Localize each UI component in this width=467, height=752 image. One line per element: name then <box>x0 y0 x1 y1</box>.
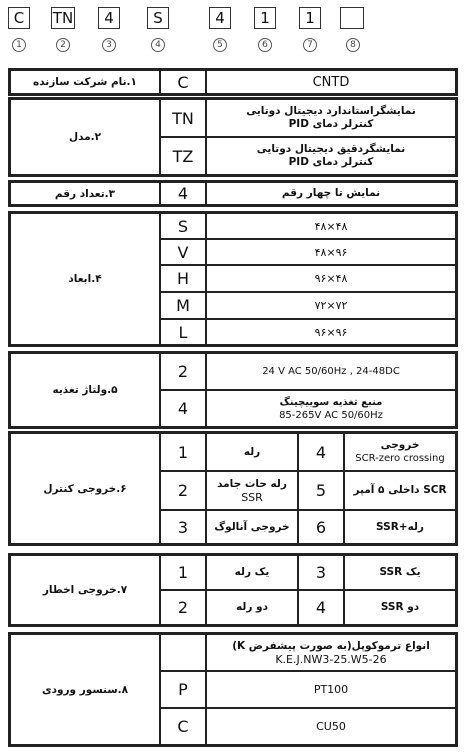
alarm-code-2: 2 <box>160 590 206 625</box>
position-number-3: 3 <box>102 38 116 52</box>
section-digits <box>8 180 458 207</box>
control-code-4: 4 <box>298 433 344 471</box>
dimension-code-v: V <box>160 239 206 265</box>
alarm-code-1: 1 <box>160 555 206 590</box>
voltage-label: ۵.ولتاژ تغذیه <box>10 353 160 427</box>
alarm-name-1: یک رله <box>206 555 298 590</box>
alarm-name-4: دو SSR <box>344 590 456 625</box>
code-box-6: 1 <box>254 7 276 29</box>
control-name-5: SCR داخلی ۵ آمپر <box>344 471 456 510</box>
position-number-5: 5 <box>213 38 227 52</box>
sensor-value-thermocouple-line1: انواع ترموکوپل(به صورت پیشفرض K) <box>232 639 430 652</box>
control-output-label: ۶.خروجی کنترل <box>10 433 160 544</box>
section-model <box>8 97 458 177</box>
control-code-3: 3 <box>160 510 206 544</box>
control-code-5: 5 <box>298 471 344 510</box>
sensor-value-thermocouple-line2: K.E.J.NW3-25.W5-26 <box>275 652 387 666</box>
manufacturer-label: ۱.نام شرکت سازنده <box>10 70 160 94</box>
sensor-code-c: C <box>160 708 206 745</box>
alarm-output-label: ۷.خروجی اخطار <box>10 555 160 625</box>
sensor-code-p: P <box>160 671 206 708</box>
model-desc-tz-line1: نمایشگردقیق دیجیتال دوتایی <box>256 143 406 155</box>
code-box-7: 1 <box>299 7 321 29</box>
position-number-2: 2 <box>56 38 70 52</box>
control-code-6: 6 <box>298 510 344 544</box>
control-name-4-line2: SCR-zero crossing <box>355 453 445 464</box>
section-alarm-output <box>8 553 458 627</box>
position-number-4: 4 <box>151 38 165 52</box>
control-code-2: 2 <box>160 471 206 510</box>
sensor-value-c: CU50 <box>206 708 456 745</box>
model-desc-tz <box>206 137 456 175</box>
control-name-4 <box>344 433 456 471</box>
model-label: ۲.مدل <box>10 99 160 175</box>
control-name-2-line2: SSR <box>241 490 263 504</box>
voltage-value-2: 24 V AC 50/60Hz , 24-48DC <box>206 353 456 390</box>
control-name-3: خروجی آنالوگ <box>206 510 298 544</box>
voltage-code-4: 4 <box>160 390 206 427</box>
position-number-7: 7 <box>303 38 317 52</box>
digits-value: نمایش تا چهار رقم <box>206 182 456 205</box>
code-box-3: 4 <box>98 7 120 29</box>
alarm-name-2: دو رله <box>206 590 298 625</box>
control-name-2 <box>206 471 298 510</box>
sensor-value-p: PT100 <box>206 671 456 708</box>
section-manufacturer <box>8 68 458 96</box>
alarm-name-3: یک SSR <box>344 555 456 590</box>
manufacturer-value: CNTD <box>206 70 456 94</box>
dimension-code-h: H <box>160 265 206 292</box>
position-number-1: 1 <box>12 38 26 52</box>
voltage-value-4-line1: منبع تغذیه سوییچینگ <box>279 396 383 408</box>
model-code-tz: TZ <box>160 137 206 175</box>
sensor-code-thermocouple <box>160 634 206 671</box>
section-input-sensor <box>8 632 458 747</box>
model-desc-tn-line1: نمایشگراستاندارد دیجیتال دوتایی <box>246 105 416 117</box>
model-code-tn: TN <box>160 99 206 137</box>
dimension-code-m: M <box>160 292 206 319</box>
voltage-code-2: 2 <box>160 353 206 390</box>
model-desc-tn-line2: کنترلر دمای PID <box>288 118 374 130</box>
dimension-value-v: ۴۸×۹۶ <box>206 239 456 265</box>
section-control-output <box>8 431 458 546</box>
alarm-code-4: 4 <box>298 590 344 625</box>
digits-label: ۳.تعداد رقم <box>10 182 160 205</box>
manufacturer-code: C <box>160 70 206 94</box>
position-number-8: 8 <box>346 38 360 52</box>
dimension-value-h: ۹۶×۴۸ <box>206 265 456 292</box>
control-name-2-line1: رله حات جامد <box>217 477 287 490</box>
position-number-6: 6 <box>258 38 272 52</box>
control-name-1: رله <box>206 433 298 471</box>
control-name-6: رله+SSR <box>344 510 456 544</box>
voltage-value-4 <box>206 390 456 427</box>
input-sensor-label: ۸.سنسور ورودی <box>10 634 160 745</box>
dimension-value-m: ۷۲×۷۲ <box>206 292 456 319</box>
code-box-2: TN <box>52 9 74 27</box>
section-dimensions <box>8 211 458 347</box>
code-box-4: S <box>147 7 169 29</box>
dimension-code-l: L <box>160 319 206 345</box>
code-box-1: C <box>8 7 30 29</box>
dimension-value-l: ۹۶×۹۶ <box>206 319 456 345</box>
dimension-code-s: S <box>160 213 206 239</box>
sensor-value-thermocouple <box>206 634 456 671</box>
digits-code: 4 <box>160 182 206 205</box>
code-box-8 <box>340 7 364 29</box>
model-desc-tn <box>206 99 456 137</box>
section-voltage <box>8 351 458 429</box>
code-box-5: 4 <box>209 7 231 29</box>
control-name-4-line1: خروجی <box>380 439 420 451</box>
voltage-value-4-line2: 85-265V AC 50/60Hz <box>279 409 383 421</box>
dimensions-label: ۴.ابعاد <box>10 213 160 345</box>
alarm-code-3: 3 <box>298 555 344 590</box>
control-code-1: 1 <box>160 433 206 471</box>
model-desc-tz-line2: کنترلر دمای PID <box>288 156 374 168</box>
dimension-value-s: ۴۸×۴۸ <box>206 213 456 239</box>
